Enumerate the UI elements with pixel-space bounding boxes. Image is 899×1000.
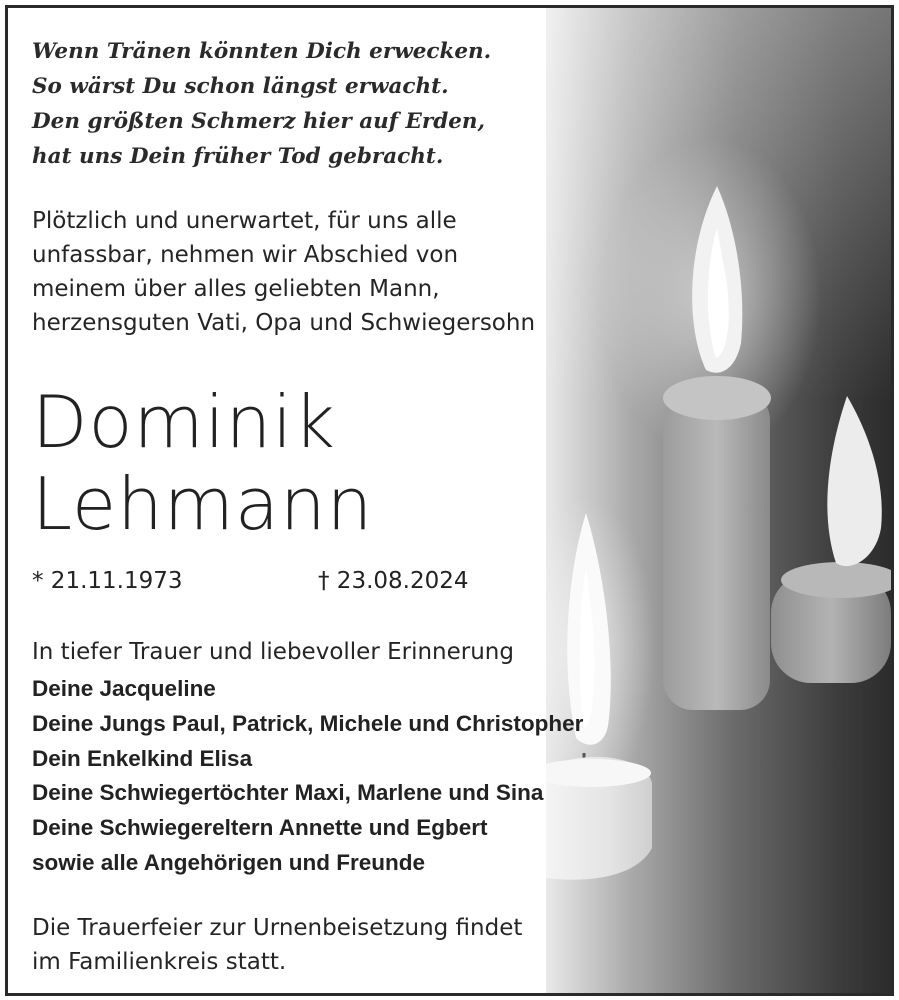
poem-line: So wärst Du schon längst erwacht. bbox=[32, 74, 449, 99]
obituary-notice bbox=[5, 5, 894, 996]
mourner-entry: Deine Schwiegereltern Annette und Egbert bbox=[32, 815, 488, 841]
poem-line: Wenn Tränen könnten Dich erwecken. bbox=[32, 39, 492, 64]
funeral-line: Die Trauerfeier zur Urnenbeisetzung findet bbox=[32, 915, 523, 941]
mourning-line: In tiefer Trauer und liebevoller Erinnerung bbox=[32, 639, 514, 665]
announcement-line: Plötzlich und unerwartet, für uns alle bbox=[32, 208, 457, 234]
mourner-entry: Deine Schwiegertöchter Maxi, Marlene und Sina bbox=[32, 780, 544, 806]
first-name: Dominik bbox=[32, 380, 336, 464]
announcement-line: herzensguten Vati, Opa und Schwiegersohn bbox=[32, 310, 536, 336]
mourner-entry: sowie alle Angehörigen und Freunde bbox=[32, 849, 425, 875]
announcement-text bbox=[32, 204, 535, 340]
poem-line: Den größten Schmerz hier auf Erden, bbox=[32, 109, 486, 134]
funeral-info bbox=[32, 911, 522, 979]
mourner-entry: Deine Jacqueline bbox=[32, 676, 216, 701]
birth-date: * 21.11.1973 bbox=[32, 568, 183, 594]
death-date: † 23.08.2024 bbox=[318, 568, 469, 594]
funeral-line: im Familienkreis statt. bbox=[32, 949, 287, 975]
memorial-poem bbox=[32, 34, 491, 174]
mourners-list bbox=[32, 672, 583, 881]
mourner-entry: Dein Enkelkind Elisa bbox=[32, 745, 253, 771]
candles-icon bbox=[546, 8, 891, 993]
last-name: Lehmann bbox=[32, 462, 374, 546]
poem-line: hat uns Dein früher Tod gebracht. bbox=[32, 144, 444, 169]
announcement-line: unfassbar, nehmen wir Abschied von bbox=[32, 242, 459, 268]
mourner-entry: Deine Jungs Paul, Patrick, Michele und Christopher bbox=[32, 710, 584, 736]
announcement-line: meinem über alles geliebten Mann, bbox=[32, 276, 440, 302]
life-dates bbox=[32, 564, 552, 598]
deceased-name bbox=[32, 381, 373, 545]
